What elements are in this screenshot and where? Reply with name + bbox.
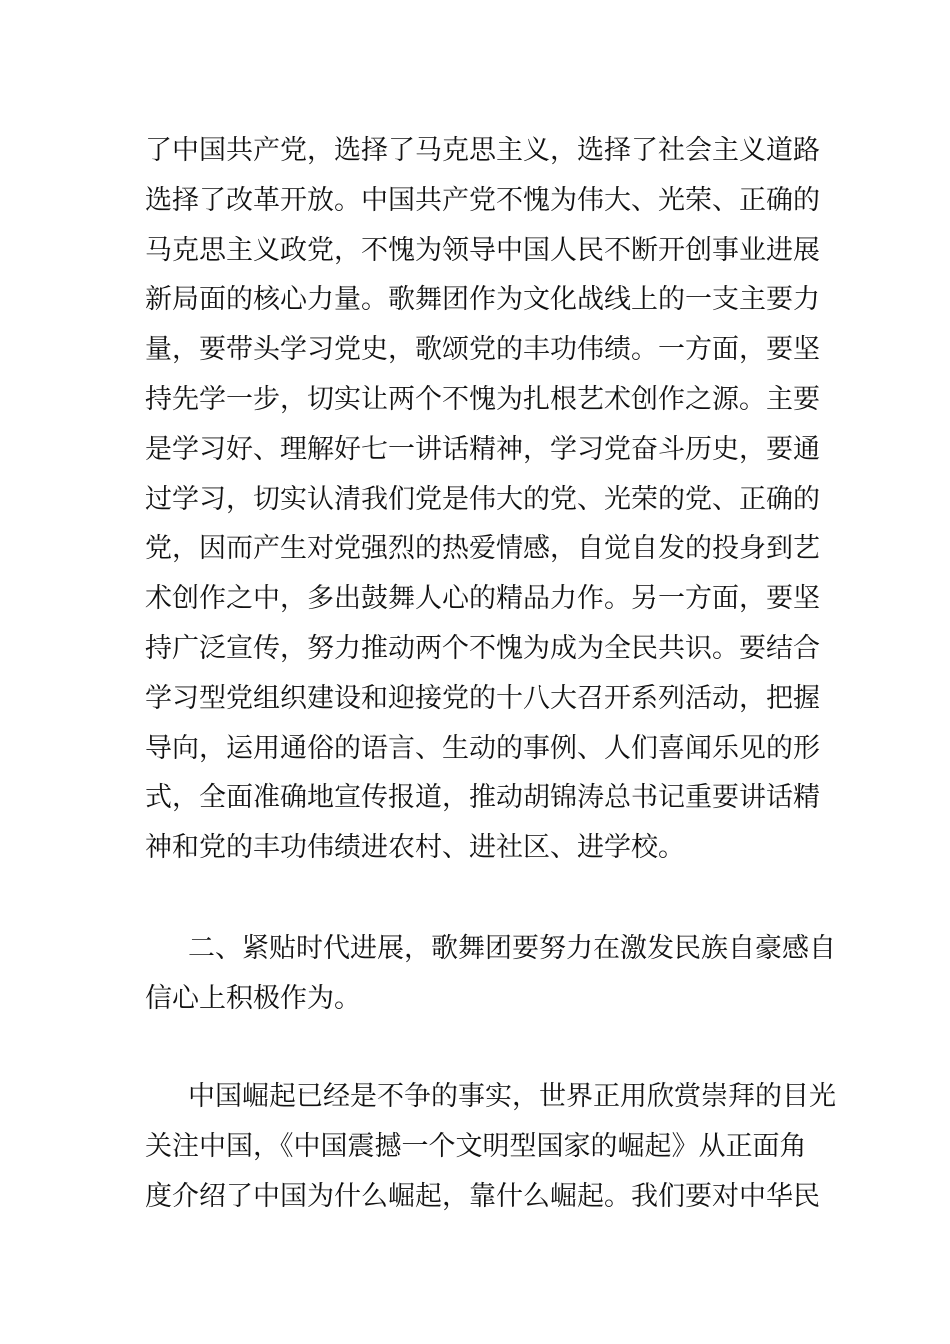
paragraph-china-rise bbox=[145, 1072, 836, 1221]
text-line: 了中国共产党，选择了马克思主义，选择了社会主义道路 bbox=[145, 135, 820, 166]
text-line: 是学习好、理解好七一讲话精神，学习党奋斗历史，要通 bbox=[145, 433, 820, 465]
text-line: 导向，运用通俗的语言、生动的事例、人们喜闻乐见的形 bbox=[145, 732, 820, 764]
text-line: 新局面的核心力量。歌舞团作为文化战线上的一支主要力 bbox=[145, 284, 820, 316]
text-line: 持广泛宣传，努力推动两个不愧为成为全民共识。要结合 bbox=[145, 632, 820, 664]
text-line: 党，因而产生对党强烈的热爱情感，自觉自发的投身到艺 bbox=[145, 533, 820, 565]
text-line: 关注中国，《中国震撼一个文明型国家的崛起》从正面角 bbox=[145, 1130, 807, 1162]
text-line: 马克思主义政党，不愧为领导中国人民不断开创事业进展 bbox=[145, 234, 820, 266]
text-line: 过学习，切实认清我们党是伟大的党、光荣的党、正确的 bbox=[145, 483, 820, 515]
section-heading-two bbox=[145, 924, 836, 1024]
text-line: 学习型党组织建设和迎接党的十八大召开系列活动，把握 bbox=[145, 682, 820, 714]
text-line: 术创作之中，多出鼓舞人心的精品力作。另一方面，要坚 bbox=[145, 583, 820, 615]
text-line: 持先学一步，切实让两个不愧为扎根艺术创作之源。主要 bbox=[145, 383, 820, 415]
text-line: 量，要带头学习党史，歌颂党的丰功伟绩。一方面，要坚 bbox=[145, 334, 820, 366]
text-line: 中国崛起已经是不争的事实，世界正用欣赏崇拜的目光 bbox=[188, 1081, 836, 1112]
text-line: 选择了改革开放。中国共产党不愧为伟大、光荣、正确的 bbox=[145, 184, 820, 216]
text-line: 信心上积极作为。 bbox=[145, 982, 361, 1014]
paragraph-party-history bbox=[145, 126, 820, 873]
text-line: 度介绍了中国为什么崛起，靠什么崛起。我们要对中华民 bbox=[145, 1180, 820, 1212]
text-line: 二、紧贴时代进展，歌舞团要努力在激发民族自豪感自 bbox=[188, 933, 836, 964]
text-line: 神和党的丰功伟绩进农村、进社区、进学校。 bbox=[145, 832, 685, 864]
text-line: 式，全面准确地宣传报道，推动胡锦涛总书记重要讲话精 bbox=[145, 782, 820, 814]
